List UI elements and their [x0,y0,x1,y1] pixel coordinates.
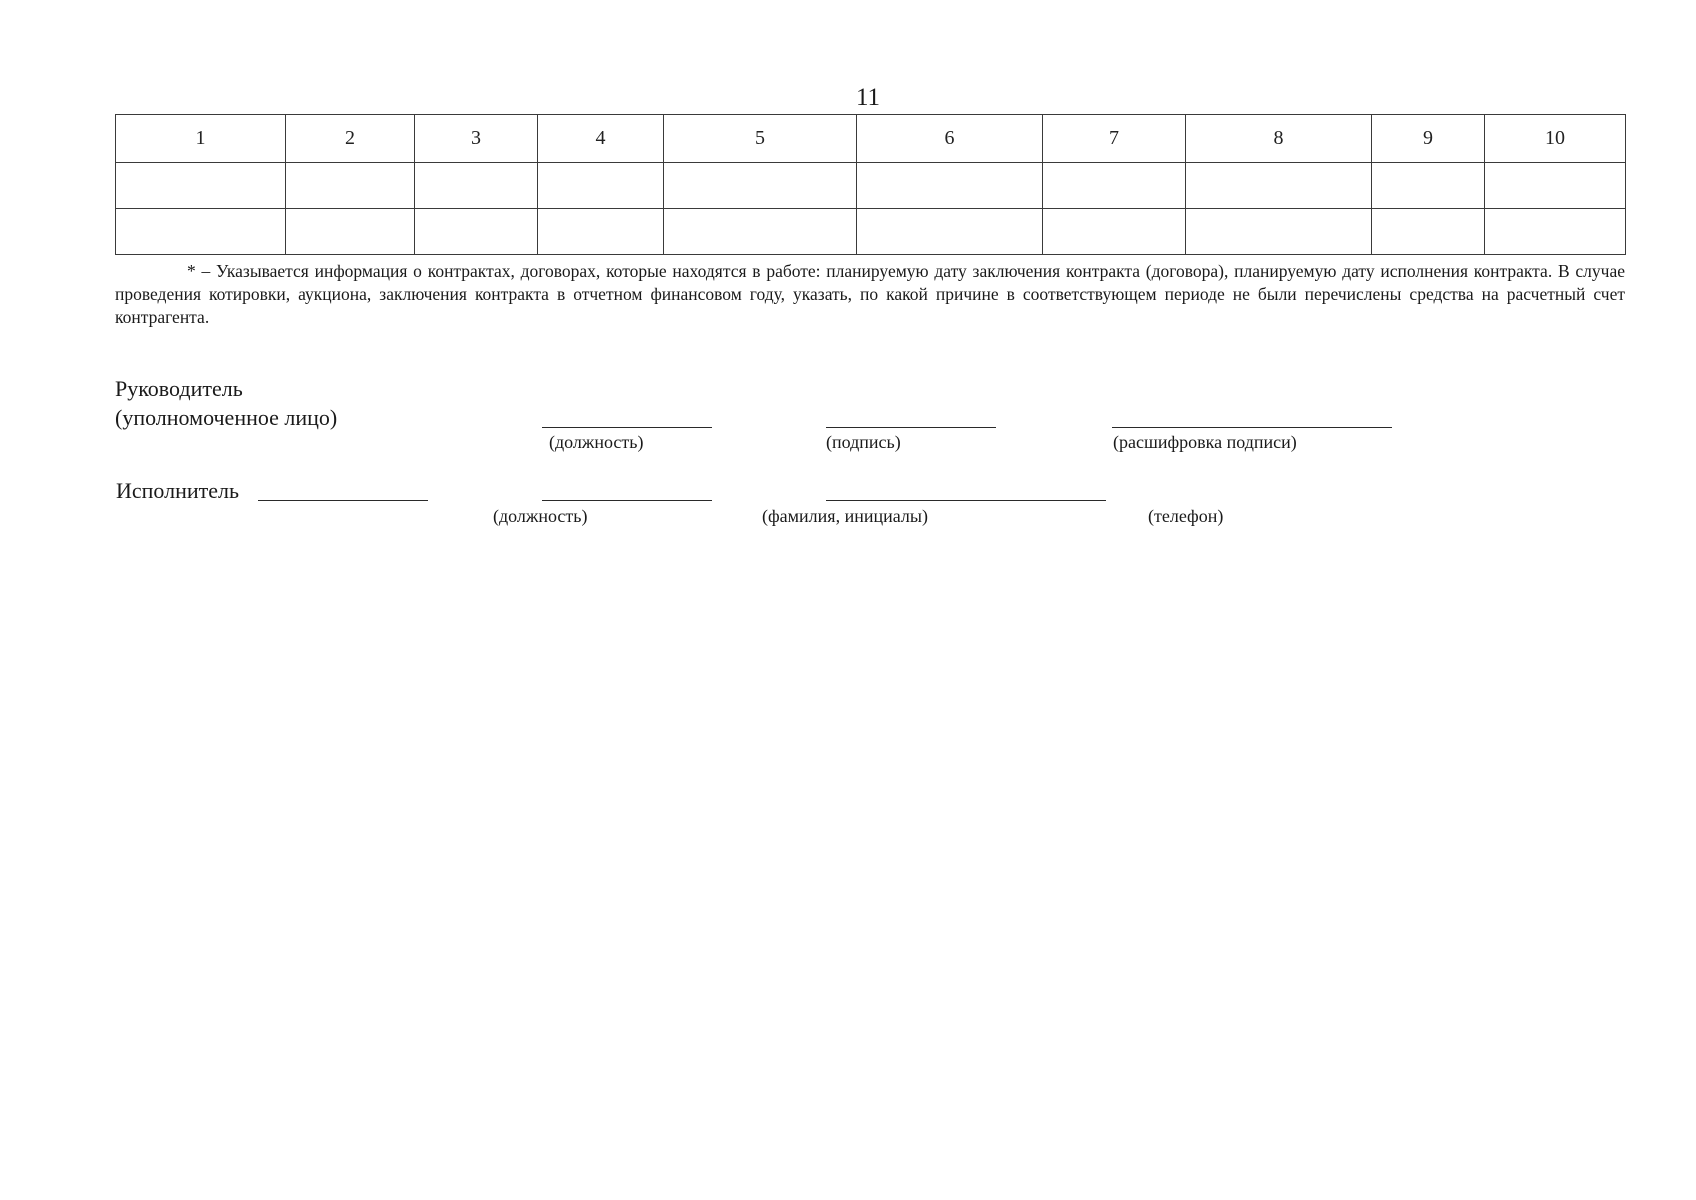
table-cell [1372,163,1485,209]
table-cell [538,209,664,255]
table-cell [857,163,1043,209]
head-decryption-caption: (расшифровка подписи) [1113,432,1297,452]
table-cell [1043,163,1186,209]
table-cell [286,163,415,209]
table-cell [1485,163,1626,209]
head-signature-line [826,427,996,428]
column-header: 5 [664,115,857,163]
table-header-row [116,115,1626,163]
column-header: 7 [1043,115,1186,163]
table-cell [1372,209,1485,255]
column-header: 3 [415,115,538,163]
executor-line [258,500,428,501]
executor-position-caption: (должность) [493,506,588,526]
page-number: 11 [855,84,881,111]
executor-position-line [542,500,712,501]
head-title: Руководитель [115,376,243,401]
head-signature-caption: (подпись) [826,432,901,452]
footnote: * – Указывается информация о контрактах, договорах, которые находятся в работе: планируемую дату заключения контракта (договора), планируемую дату исполнения контракта. В случае проведения котировки, аукциона, заключения контракта в отчетном финансовом году, указать, по какой причине в соответствующем периоде не были перечислены средства на расчетный счет контрагента. [115,261,1625,327]
executor-phone-caption: (телефон) [1148,506,1224,526]
executor-name-caption: (фамилия, инициалы) [762,506,928,526]
head-position-line [542,427,712,428]
table-cell [664,209,857,255]
column-header: 8 [1186,115,1372,163]
executor-name-line [826,500,1106,501]
contracts-table [115,114,1626,255]
column-header: 10 [1485,115,1626,163]
table-cell [415,209,538,255]
table-cell [538,163,664,209]
table-cell [1186,163,1372,209]
table-cell [857,209,1043,255]
column-header: 9 [1372,115,1485,163]
column-header: 4 [538,115,664,163]
table-cell [415,163,538,209]
head-decryption-line [1112,427,1392,428]
table-cell [116,209,286,255]
table-cell [1043,209,1186,255]
column-header: 2 [286,115,415,163]
table-cell [1485,209,1626,255]
table-cell [1186,209,1372,255]
table-row [116,209,1626,255]
head-subtitle: (уполномоченное лицо) [115,405,338,430]
head-position-caption: (должность) [549,432,644,452]
table-cell [664,163,857,209]
table-row [116,163,1626,209]
table-cell [286,209,415,255]
executor-title: Исполнитель [116,478,240,503]
table-cell [116,163,286,209]
column-header: 6 [857,115,1043,163]
column-header: 1 [116,115,286,163]
